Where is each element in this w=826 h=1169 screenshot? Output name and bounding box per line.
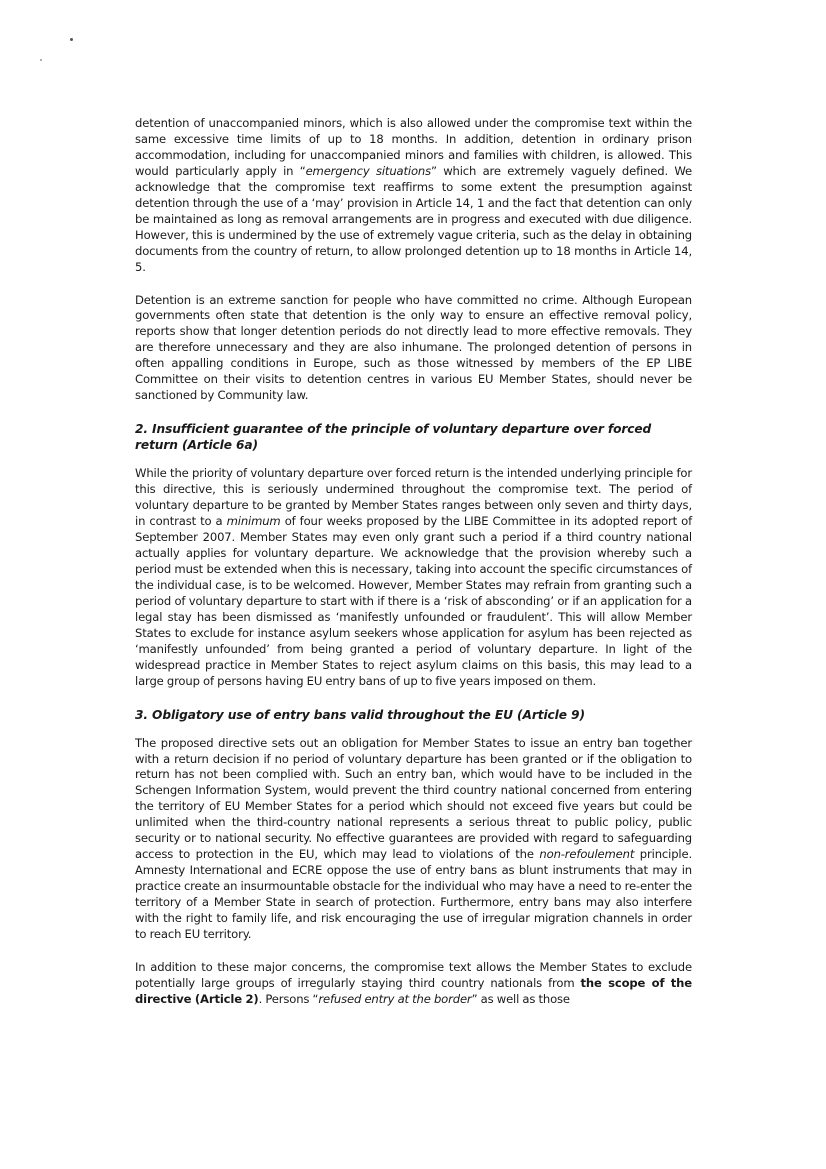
text-run: ” which are extremely vaguely defined. We acknowledge that the compromise text reaffirms to some extent the presumption against detention through the use of a ‘may’ provision in Article 14, 1 and the fact that detention can only be maintained as long as removal arrangements are in progress and executed with due diligence. However, this is undermined by the use of extremely vague criteria, such as the delay in obtaining documents from the country of return, to allow prolonged detention up to 18 months in Article 14, 5. xyxy=(135,163,693,274)
paragraph-voluntary-departure xyxy=(135,466,692,689)
italic-phrase: refused entry at the border xyxy=(318,991,472,1006)
text-run: . Persons “ xyxy=(258,991,319,1006)
scan-speck xyxy=(40,59,42,61)
bold-phrase: the scope of the directive (Article 2) xyxy=(135,975,692,1006)
text-run: While the priority of voluntary departure over forced return is the intended underlying principle for this directive, this is seriously undermined throughout the compromise text. The period of voluntary departure to be granted by Member States ranges between only seven and thirty days, in contrast to a xyxy=(135,466,692,529)
text-run: The proposed directive sets out an obligation for Member States to issue an entry ban together with a return decision if no period of voluntary departure has been granted or if the obligation to return has not been complied with. Such an entry ban, which would have to be included in the Schengen Information System, would prevent the third country national concerned from entering the territory of EU Member States for a period which should not exceed five years but could be unlimited when the third-country national represents a serious threat to public policy, public security or to national security. No effective guarantees are provided with regard to safeguarding access to protection in the EU, which may lead to violations of the xyxy=(135,735,692,862)
italic-phrase: emergency situations xyxy=(305,163,431,178)
paragraph-detention-minors xyxy=(135,116,692,276)
section-heading-voluntary-departure: 2. Insufficient guarantee of the principle of voluntary departure over forced return (Article 6a) xyxy=(135,422,652,453)
italic-phrase: non-refoulement xyxy=(539,847,635,862)
text-run: of four weeks proposed by the LIBE Committee in its adopted report of September 2007. Member States may even only grant such a period if a third country national actually applies for voluntary departure. We acknowledge that the provision whereby such a period must be extended when this is necessary, taking into account the specific circumstances of the individual case, is to be welcomed. However, Member States may refrain from granting such a period of voluntary departure to start with if there is a ‘risk of absconding’ or if an application for a legal stay has been dismissed as ‘manifestly unfounded or fraudulent’. This will allow Member States to exclude for instance asylum seekers whose application for asylum has been rejected as ‘manifestly unfounded’ from being granted a period of voluntary departure. In light of the widespread practice in Member States to reject asylum claims on this basis, this may lead to a large group of persons having EU entry bans of up to five years imposed on them. xyxy=(135,514,692,688)
paragraph-detention-sanction xyxy=(135,293,692,405)
text-run: detention of unaccompanied minors, which is also allowed under the compromise text within the same excessive time limits of up to 18 months. In addition, detention in ordinary prison accommodation, including for unaccompanied minors and families with children, is allowed. This would particularly apply in “ xyxy=(135,116,692,178)
text-run: Detention is an extreme sanction for people who have committed no crime. Although European governments often state that detention is the only way to ensure an effective removal policy, reports show that longer detention periods do not directly lead to more effective removals. They are therefore unnecessary and they are also inhumane. The prolonged detention of persons in often appalling conditions in Europe, such as those witnessed by members of the EP LIBE Committee on their visits to detention centres in various EU Member States, should never be sanctioned by Community law. xyxy=(135,292,692,403)
scan-speck xyxy=(70,38,73,41)
text-run: ” as well as those xyxy=(471,991,570,1006)
paragraph-scope xyxy=(135,960,692,1008)
document-page xyxy=(135,116,692,1025)
section-heading-entry-bans: 3. Obligatory use of entry bans valid throughout the EU (Article 9) xyxy=(135,707,585,722)
text-run: principle. Amnesty International and ECRE oppose the use of entry bans as blunt instruments that may in practice create an insurmountable obstacle for the individual who may have a need to re-enter the territory of a Member State in search of protection. Furthermore, entry bans may also interfere with the right to family life, and risk encouraging the use of irregular migration channels in order to reach EU territory. xyxy=(135,847,692,941)
paragraph-entry-bans xyxy=(135,736,692,943)
italic-phrase: minimum xyxy=(226,514,281,529)
text-run: In addition to these major concerns, the compromise text allows the Member States to exclude potentially large groups of irregularly staying third country nationals from xyxy=(135,959,692,990)
